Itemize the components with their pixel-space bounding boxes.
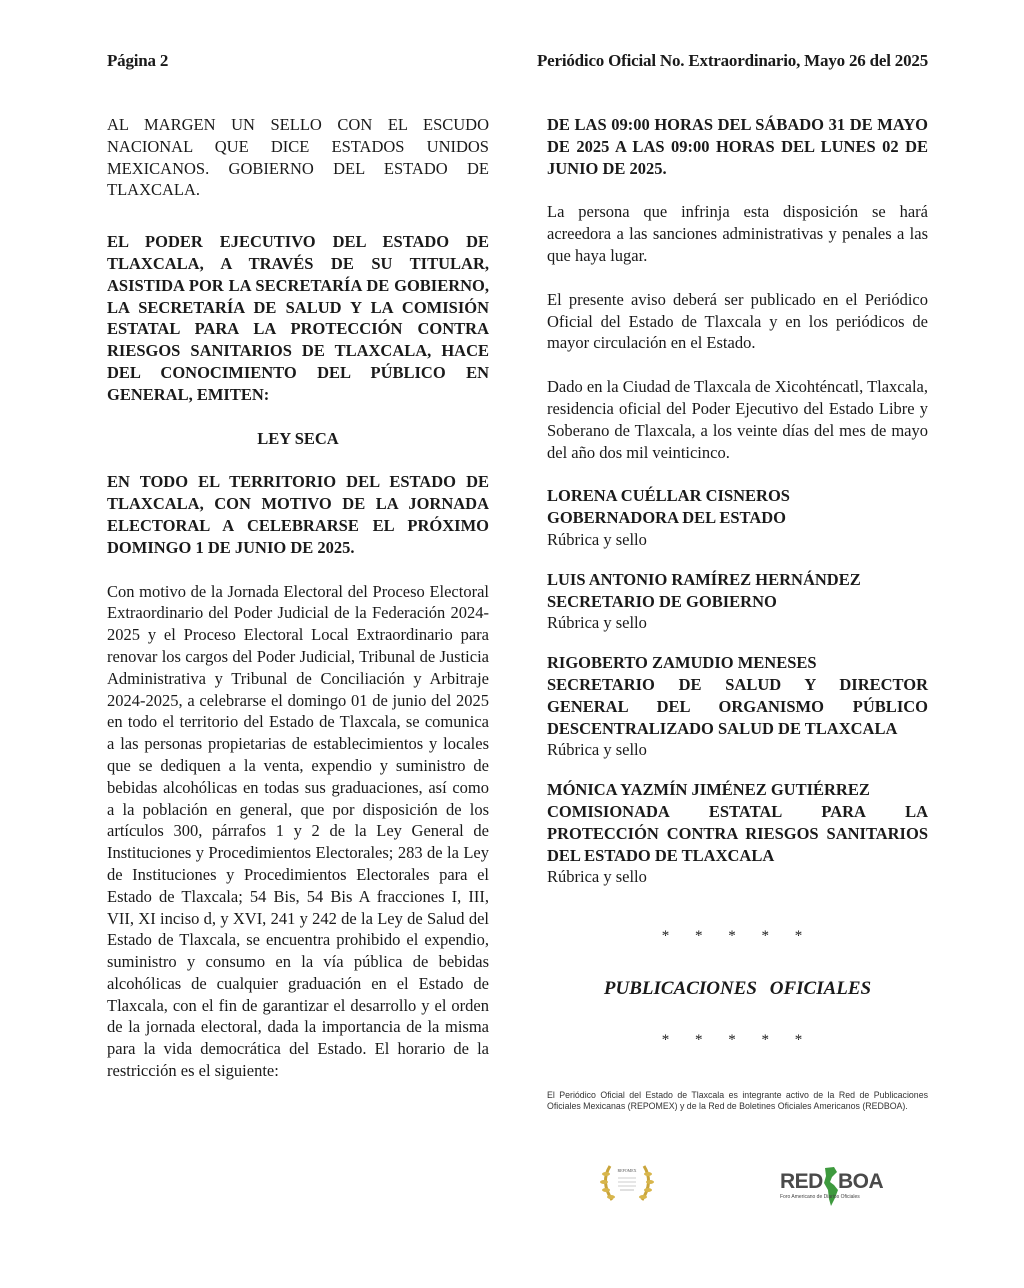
sanctions-paragraph: La persona que infrinja esta disposición se hará acreedora a las sanciones administrativas y penales a las que haya lugar. — [547, 202, 928, 265]
signatory-name: MÓNICA YAZMÍN JIMÉNEZ GUTIÉRREZ — [547, 780, 870, 800]
svg-text:REPOMEX: REPOMEX — [617, 1168, 637, 1173]
signatory-seal: Rúbrica y sello — [547, 867, 647, 887]
document-title: LEY SECA — [257, 428, 339, 448]
signatory-name: RIGOBERTO ZAMUDIO MENESES — [547, 653, 817, 673]
signatory-seal: Rúbrica y sello — [547, 740, 647, 760]
given-at-paragraph: Dado en la Ciudad de Tlaxcala de Xicohténcatl, Tlaxcala, residencia oficial del Poder Ejecutivo del Estado Libre y Soberano de Tlaxcala, a los veinte días del mes de mayo del año dos mil veinticinco. — [547, 377, 928, 462]
signature-block — [547, 652, 928, 761]
repomex-logo — [596, 1160, 658, 1206]
laurel-wreath-icon — [596, 1160, 658, 1206]
publication-info: Periódico Oficial No. Extraordinario, Mayo 26 del 2025 — [536, 51, 928, 70]
separator-stars: * * * * * — [661, 928, 814, 945]
separator-stars: * * * * * — [661, 1031, 814, 1048]
signature-block — [547, 569, 928, 634]
left-column — [107, 114, 489, 1082]
signatory-seal: Rúbrica y sello — [547, 613, 647, 633]
scope-paragraph: EN TODO EL TERRITORIO DEL ESTADO DE TLAXCALA, CON MOTIVO DE LA JORNADA ELECTORAL A CELEBRARSE EL PRÓXIMO DOMINGO 1 DE JUNIO DE 2025. — [107, 472, 489, 557]
body-paragraph: Con motivo de la Jornada Electoral del Proceso Electoral Extraordinario del Poder Judicial de la Federación 2024-2025 y el Proceso Electoral Local Extraordinario para renovar los cargos del Poder Judicial, Tribunal de Justicia Administrativa y Tribunal de Conciliación y Arbitraje 2024-2025, a celebrarse el domingo 01 de junio del 2025 en todo el territorio del Estado de Tlaxcala, se comunica a las personas propietarias de establecimientos y locales que se dediquen a la venta, expendio y suministro de bebidas alcohólicas en todas sus graduaciones, así como a la población en general, que por disposición de los artículos 300, párrafos 1 y 2 de la Ley General de Instituciones y Procedimientos Electorales; 283 de la Ley de Instituciones y Procedimientos Electorales para el Estado de Tlaxcala; 54 Bis, 54 Bis A fracciones I, III, VII, XI inciso d, y XVI, 241 y 242 de la Ley de Salud del Estado de Tlaxcala, se encuentra prohibido el expendio, suministro y consumo en la vía pública de bebidas alcohólicas de cualquier graduación en el Estado de Tlaxcala, con el fin de garantizar el desarrollo y el orden de la jornada electoral, dada la importancia de la misma para la vida democrática del Estado. El horario de la restricción es el siguiente: — [107, 581, 489, 1081]
signatory-title: SECRETARIO DE GOBIERNO — [547, 591, 777, 611]
signatory-name: LORENA CUÉLLAR CISNEROS — [547, 486, 790, 506]
schedule-paragraph: DE LAS 09:00 HORAS DEL SÁBADO 31 DE MAYO DE 2025 A LAS 09:00 HORAS DEL LUNES 02 DE JUNIO DE 2025. — [547, 115, 928, 178]
signature-block — [547, 485, 928, 550]
signatory-title: COMISIONADA ESTATAL PARA LA PROTECCIÓN CONTRA RIESGOS SANITARIOS DEL ESTADO DE TLAXCALA — [547, 801, 928, 865]
signatory-title: SECRETARIO DE SALUD Y DIRECTOR GENERAL DEL ORGANISMO PÚBLICO DESCENTRALIZADO SALUD DE TLAXCALA — [547, 674, 928, 738]
publication-notice: El presente aviso deberá ser publicado en el Periódico Oficial del Estado de Tlaxcala y en los periódicos de mayor circulación en el Estado. — [547, 289, 928, 353]
intro-paragraph: AL MARGEN UN SELLO CON EL ESCUDO NACIONAL QUE DICE ESTADOS UNIDOS MEXICANOS. GOBIERNO DEL ESTADO DE TLAXCALA. — [107, 115, 489, 200]
page-header — [107, 51, 928, 71]
page-number: Página 2 — [107, 51, 169, 70]
signatory-name: LUIS ANTONIO RAMÍREZ HERNÁNDEZ — [547, 569, 861, 589]
membership-footnote: El Periódico Oficial del Estado de Tlaxcala es integrante activo de la Red de Publicaciones Oficiales Mexicanas (REPOMEX) y de la Red de Boletines Oficiales Americanos (REDBOA). — [547, 1089, 928, 1111]
logos-row — [590, 1160, 890, 1210]
signature-block — [547, 779, 928, 888]
redboa-logo: RED BOA Foro Americano de Diarios Oficiales — [780, 1166, 875, 1208]
issuer-paragraph: EL PODER EJECUTIVO DEL ESTADO DE TLAXCALA, A TRAVÉS DE SU TITULAR, ASISTIDA POR LA SECRETARÍA DE GOBIERNO, LA SECRETARÍA DE SALUD Y LA COMISIÓN ESTATAL PARA LA PROTECCIÓN CONTRA RIESGOS SANITARIOS DE TLAXCALA, HACE DEL CONOCIMIENTO DEL PÚBLICO EN GENERAL, EMITEN: — [107, 232, 489, 404]
signatory-seal: Rúbrica y sello — [547, 529, 647, 549]
section-title: PUBLICACIONES OFICIALES — [603, 977, 872, 999]
right-column — [547, 114, 928, 1113]
signatory-title: GOBERNADORA DEL ESTADO — [547, 508, 786, 528]
